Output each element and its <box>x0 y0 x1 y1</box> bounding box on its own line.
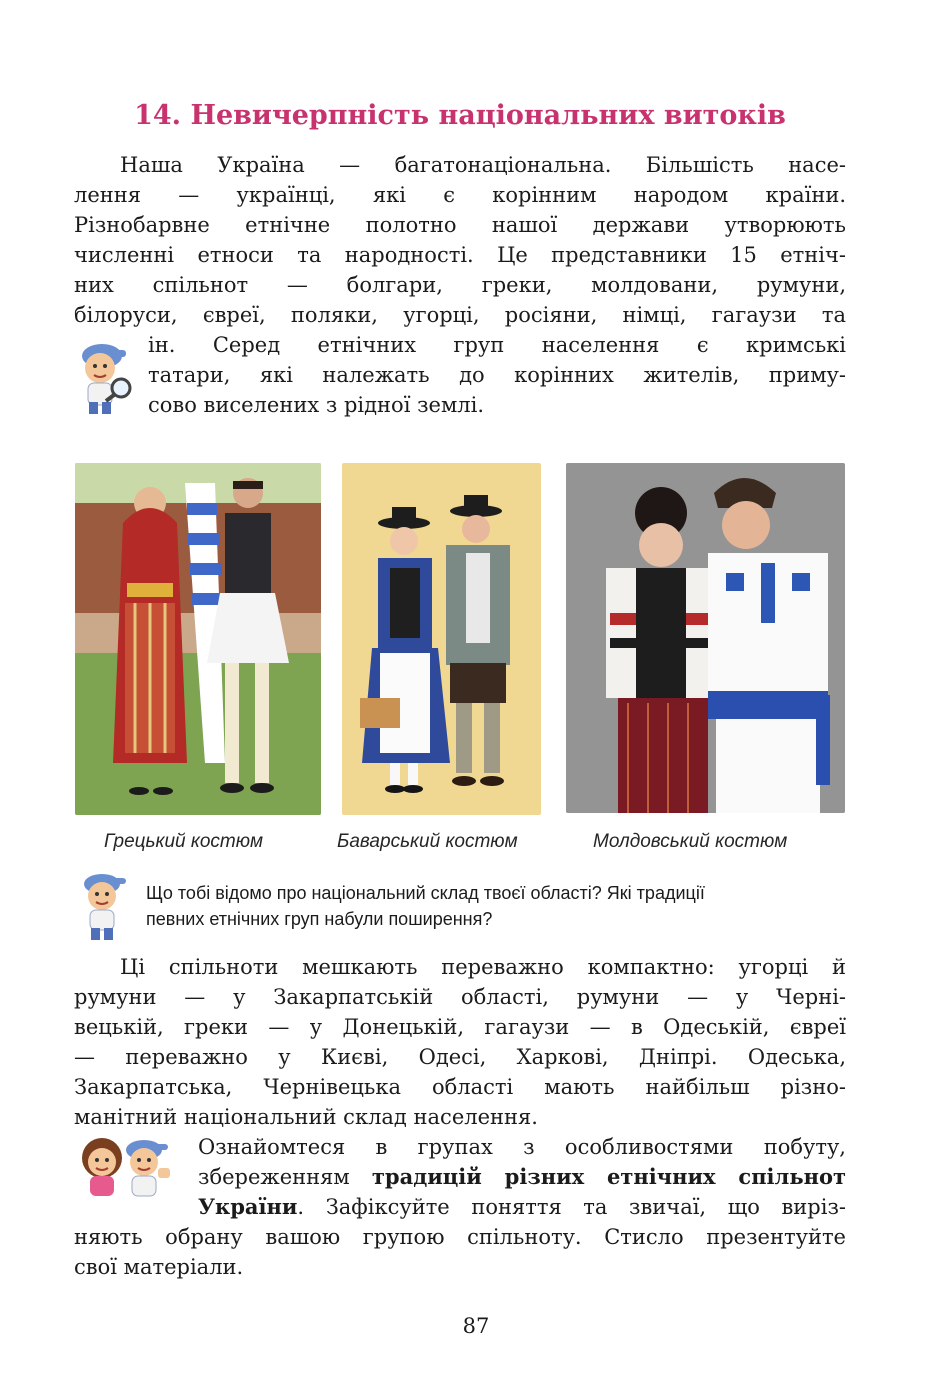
text-line: лення — українці, які є корінним народом країни. <box>74 183 846 207</box>
bold-text: України <box>198 1194 298 1219</box>
greek-costume-photo <box>75 463 321 815</box>
text-line: — переважно у Києві, Одесі, Харкові, Дніпрі. Одеська, <box>74 1045 846 1069</box>
boy-magnifier-mascot-icon <box>74 338 136 418</box>
text-line: білоруси, євреї, поляки, угорці, росіяни, німці, гагаузи та <box>74 303 846 327</box>
intro-paragraph-wrap <box>148 330 846 420</box>
question-line: Що тобі відомо про національний склад твоєї області? Які традиції <box>146 883 705 903</box>
text-line: Ознайомтеся в групах з особливостями побуту, <box>198 1135 846 1159</box>
text-line: них спільнот — болгари, греки, молдовани, румуни, <box>74 273 846 297</box>
page-number: 87 <box>462 1314 490 1338</box>
text-line <box>198 1162 846 1192</box>
text-line: Закарпатська, Чернівецька області мають найбільш різно- <box>74 1075 846 1099</box>
boy-mascot-icon <box>78 870 130 942</box>
text-line: свої матеріали. <box>74 1255 244 1279</box>
bavarian-costume-photo <box>342 463 541 815</box>
text-line: татари, які належать до корінних жителів, приму- <box>148 363 846 387</box>
question-line: певних етнічних груп набули поширення? <box>146 909 493 929</box>
text-line: манітний національний склад населення. <box>74 1105 538 1129</box>
text-line: няють обрану вашою групою спільноту. Стисло презентуйте <box>74 1225 846 1249</box>
group-task-paragraph-cont <box>74 1222 846 1282</box>
section-title: 14. Невичерпність національних витоків <box>134 100 786 131</box>
photo-caption: Баварський костюм <box>337 831 518 852</box>
photo-caption: Грецький костюм <box>104 831 264 852</box>
text-fragment: збереженням <box>198 1165 372 1189</box>
text-line <box>198 1192 846 1222</box>
text-line: Ці спільноти мешкають переважно компактно: угорці й <box>120 955 846 979</box>
text-line: вецькій, греки — у Донецькій, гагаузи — в Одеській, євреї <box>74 1015 846 1039</box>
bold-text: традицій різних етнічних спільнот <box>371 1164 846 1189</box>
text-line: Наша Україна — багатонаціональна. Більшість насе- <box>120 153 846 177</box>
discussion-question <box>146 880 856 932</box>
photo-caption: Молдовський костюм <box>593 831 788 852</box>
text-line: румуни — у Закарпатській області, румуни — у Черні- <box>74 985 846 1009</box>
text-line: ін. Серед етнічних груп населення є кримські <box>148 333 846 357</box>
text-line: численні етноси та народності. Це представники 15 етніч- <box>74 243 846 267</box>
group-task-paragraph <box>198 1132 846 1222</box>
text-line: Різнобарвне етнічне полотно нашої держави утворюють <box>74 213 846 237</box>
communities-paragraph <box>74 952 846 1132</box>
text-line: сово виселених з рідної землі. <box>148 393 485 417</box>
intro-paragraph <box>74 150 846 330</box>
kids-pair-mascot-icon <box>74 1136 178 1204</box>
text-fragment: . Зафіксуйте поняття та звичаї, що вирiз- <box>297 1195 846 1219</box>
moldovan-costume-photo <box>566 463 845 813</box>
